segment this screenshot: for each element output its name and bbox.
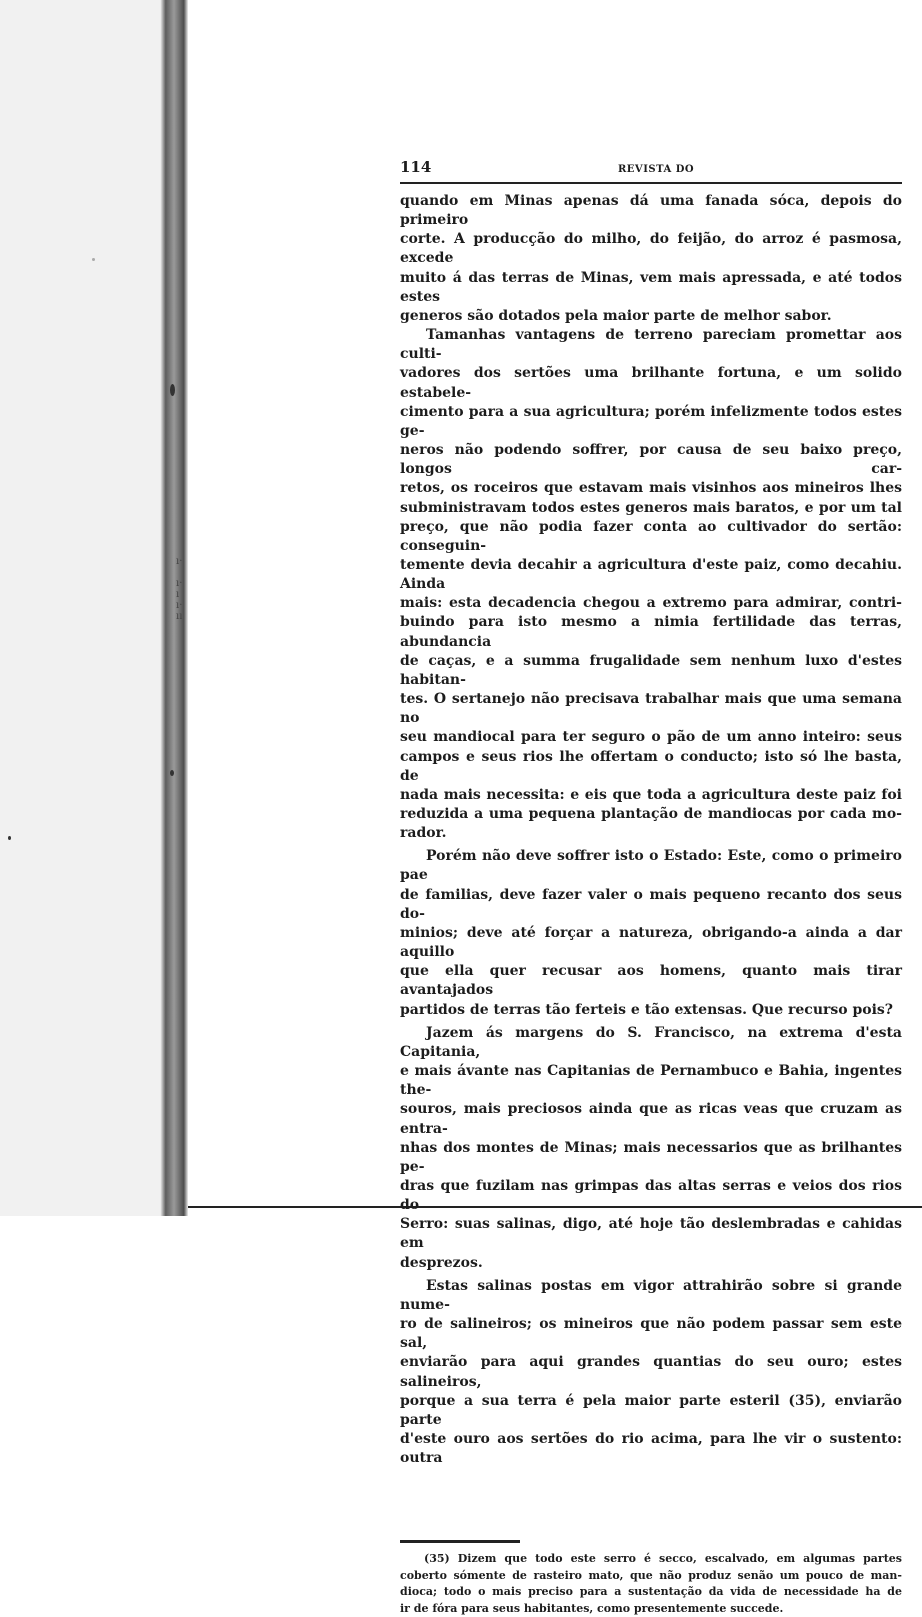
text-line: corte. A producção do milho, do feijão, do arroz é pasmosa, excede: [400, 231, 902, 267]
paper-speck: [92, 258, 95, 261]
page-header: [400, 150, 902, 176]
text-line: mais: esta decadencia chegou a extremo para admirar, contri-: [400, 595, 902, 612]
bleed-through-marks: ı· ı· ı ı· ıı: [176, 556, 183, 622]
text-line: partidos de terras tão ferteis e tão extensas. Que recurso pois?: [400, 1001, 893, 1018]
text-line: que ella quer recusar aos homens, quanto mais tirar avantajados: [400, 963, 902, 999]
text-line: souros, mais preciosos ainda que as ricas veas que cruzam as entra-: [400, 1101, 902, 1137]
text-line: ro de salineiros; os mineiros que não podem passar sem este sal,: [400, 1316, 902, 1352]
text-line: desprezos.: [400, 1254, 483, 1271]
ink-smudge: [170, 770, 174, 776]
text-line: Tamanhas vantagens de terreno pareciam promettar aos culti-: [400, 327, 902, 363]
text-line: nada mais necessita: e eis que toda a agricultura deste paiz foi: [400, 786, 902, 803]
footnote-rule: [400, 1540, 520, 1543]
footnote-line: dioca; todo o mais preciso para a sustentação da vida de necessidade ha de: [400, 1585, 902, 1599]
text-line: tes. O sertanejo não precisava trabalhar mais que uma semana no: [400, 691, 902, 727]
text-line: minios; deve até forçar a natureza, obrigando-a ainda a dar aquillo: [400, 924, 902, 961]
paper-speck: [8, 836, 11, 840]
text-line: d'este ouro aos sertões do rio acima, para lhe vir o sustento: outra: [400, 1431, 902, 1467]
ink-smudge: [170, 384, 175, 396]
text-line: Serro: suas salinas, digo, até hoje tão deslembradas e cahidas em: [400, 1216, 902, 1252]
text-line: cimento para a sua agricultura; porém infelizmente todos estes ge-: [400, 403, 902, 439]
text-line: nhas dos montes de Minas; mais necessarios que as brilhantes pe-: [400, 1139, 902, 1175]
text-line: rador.: [400, 825, 447, 842]
text-line: retos, os roceiros que estavam mais visinhos aos mineiros lhes: [400, 480, 902, 497]
running-title: REVISTA DO: [618, 164, 695, 175]
text-line: campos e seus rios lhe offertam o conducto; isto só lhe basta, de: [400, 748, 902, 784]
book-page: [400, 150, 902, 1617]
text-line: Porém não deve soffrer isto o Estado: Este, como o primeiro pae: [400, 848, 902, 884]
header-rule: [400, 182, 902, 184]
text-line: porque a sua terra é pela maior parte esteril (35), enviarão parte: [400, 1392, 902, 1428]
text-line: muito á das terras de Minas, vem mais apressada, e até todos estes: [400, 269, 902, 305]
page-number: 114: [400, 158, 432, 176]
text-line: seu mandiocal para ter seguro o pão de um anno inteiro: seus: [400, 729, 902, 746]
text-line: de familias, deve fazer valer o mais pequeno recanto dos seus do-: [400, 886, 902, 922]
text-line: enviarão para aqui grandes quantias do seu ouro; estes salineiros,: [400, 1354, 902, 1390]
text-line: subministravam todos estes generos mais baratos, e por um tal: [400, 499, 902, 516]
text-line: generos são dotados pela maior parte de melhor sabor.: [400, 307, 832, 324]
text-line: dras que fuzilam nas grimpas das altas serras e veios dos rios do: [400, 1177, 902, 1214]
footnote-line: ir de fóra para seus habitantes, como presentemente succede.: [400, 1601, 784, 1615]
text-line: vadores dos sertões uma brilhante fortuna, e um solido estabele-: [400, 365, 902, 401]
facing-page-margin: [0, 0, 160, 1216]
text-line: buindo para isto mesmo a nimia fertilidade das terras, abundancia: [400, 614, 902, 650]
footnote-line: coberto sómente de rasteiro mato, que não produz senão um pouco de man-: [400, 1568, 902, 1582]
text-line: Jazem ás margens do S. Francisco, na extrema d'esta Capitania,: [400, 1024, 902, 1060]
text-line: temente devia decahir a agricultura d'este paiz, como decahiu. Ainda: [400, 556, 902, 593]
text-line: preço, que não podia fazer conta ao cultivador do sertão: conseguin-: [400, 518, 902, 554]
text-line: reduzida a uma pequena plantação de mandiocas por cada mo-: [400, 806, 902, 822]
text-line: quando em Minas apenas dá uma fanada sóca, depois do primeiro: [400, 193, 902, 229]
text-line: de caças, e a summa frugalidade sem nenhum luxo d'estes habitan-: [400, 652, 902, 688]
body-text: [400, 192, 902, 1468]
text-line: neros não podendo soffrer, por causa de seu baixo preço, longos car-: [400, 442, 902, 478]
footnotes: [400, 1551, 902, 1617]
text-line: e mais ávante nas Capitanias de Pernambuco e Bahia, ingentes the-: [400, 1063, 902, 1099]
text-line: Estas salinas postas em vigor attrahirão sobre si grande nume-: [400, 1277, 902, 1313]
footnote-line: (35) Dizem que todo este serro é secco, escalvado, em algumas partes: [424, 1552, 902, 1566]
